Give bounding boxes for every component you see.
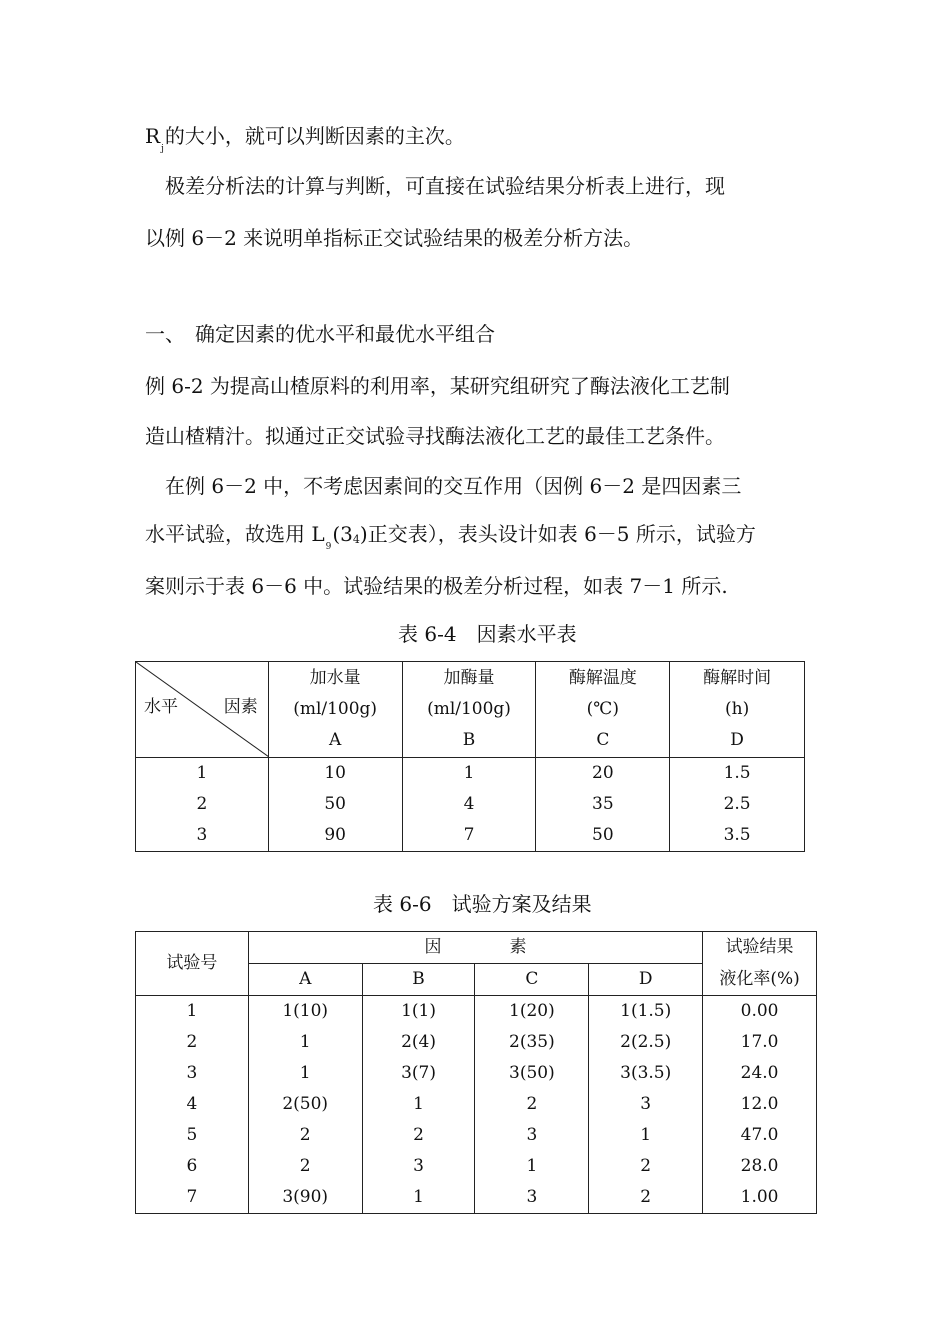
table-cell: 1(20) <box>475 996 589 1028</box>
corner-factor-label: 因素 <box>223 697 258 717</box>
r-subscript: j <box>161 144 164 154</box>
table-cell: 12.0 <box>703 1089 817 1120</box>
table-cell: 5 <box>136 1120 249 1151</box>
factor-code-a: A <box>248 964 362 996</box>
table-cell: 1 <box>362 1182 475 1214</box>
header-code: D <box>730 730 744 750</box>
table-cell: 2(35) <box>475 1027 589 1058</box>
table-cell: 3 <box>475 1120 589 1151</box>
paragraph-line-2: 极差分析法的计算与判断，可直接在试验结果分析表上进行，现 <box>145 174 725 198</box>
table1-caption: 表 6-4 因素水平表 <box>398 622 577 646</box>
header-name: 酶解温度 <box>568 668 637 688</box>
header-unit: (ml/100g) <box>427 699 511 719</box>
table-cell: 6 <box>136 1151 249 1182</box>
table-cell: 2(4) <box>362 1027 475 1058</box>
table2-header-row <box>136 932 817 964</box>
table-cell: 28.0 <box>703 1151 817 1182</box>
paragraph-line-9: 案则示于表 6－6 中。试验结果的极差分析过程，如表 7－1 所示. <box>145 574 728 598</box>
table-cell: 10 <box>268 758 402 790</box>
table-cell: 1 <box>136 758 269 790</box>
table-row <box>136 1151 817 1182</box>
section-heading: 一、 确定因素的优水平和最优水平组合 <box>145 322 495 346</box>
table-row <box>136 1058 817 1089</box>
table-cell: 2 <box>589 1182 703 1214</box>
line-8-text-c: )正交表），表头设计如表 6－5 所示，试验方 <box>359 522 756 546</box>
table-cell: 1 <box>136 996 249 1028</box>
corner-level-label: 水平 <box>144 697 178 717</box>
header-name: 酶解时间 <box>703 668 772 688</box>
table-cell: 2(2.5) <box>589 1027 703 1058</box>
paragraph-line-5: 例 6-2 为提高山楂原料的利用率，某研究组研究了酶法液化工艺制 <box>145 374 730 398</box>
table-cell: 3 <box>589 1089 703 1120</box>
table-cell: 2 <box>362 1120 475 1151</box>
table1-header-c <box>536 662 670 758</box>
factors-header: 因 素 <box>248 932 702 964</box>
table-cell: 2 <box>136 789 269 820</box>
factor-code-d: D <box>589 964 703 996</box>
paragraph-line-6: 造山楂精汁。拟通过正交试验寻找酶法液化工艺的最佳工艺条件。 <box>145 424 725 448</box>
line-1-text: 的大小，就可以判断因素的主次。 <box>164 124 465 148</box>
table-row <box>136 1027 817 1058</box>
table-cell: 3.5 <box>670 820 805 852</box>
table-cell: 1.00 <box>703 1182 817 1214</box>
table-cell: 0.00 <box>703 996 817 1028</box>
paragraph-line-8 <box>145 522 756 551</box>
table-cell: 1 <box>248 1027 362 1058</box>
header-name: 加酶量 <box>443 668 495 688</box>
table-cell: 1 <box>475 1151 589 1182</box>
factor-level-table <box>135 661 805 852</box>
table-cell: 3(50) <box>475 1058 589 1089</box>
table-row <box>136 820 805 852</box>
header-unit: (h) <box>724 699 750 719</box>
header-unit: (℃) <box>586 699 619 719</box>
power-superscript: 4 <box>352 533 360 546</box>
table-cell: 1 <box>402 758 536 790</box>
table1-header-b <box>402 662 536 758</box>
table-cell: 2 <box>475 1089 589 1120</box>
table-row <box>136 1182 817 1214</box>
table-cell: 2 <box>248 1120 362 1151</box>
factor-code-b: B <box>362 964 475 996</box>
table-cell: 1 <box>248 1058 362 1089</box>
table-cell: 1(1) <box>362 996 475 1028</box>
r-symbol: R <box>145 124 161 148</box>
table-cell: 2 <box>248 1151 362 1182</box>
result-header-line-2: 液化率(%) <box>703 964 817 996</box>
table-row <box>136 758 805 790</box>
table-cell: 90 <box>268 820 402 852</box>
table1-header-row <box>136 662 805 758</box>
table-cell: 1 <box>362 1089 475 1120</box>
table2-caption: 表 6-6 试验方案及结果 <box>373 892 592 916</box>
header-unit: (ml/100g) <box>293 699 378 719</box>
table1-header-a <box>268 662 402 758</box>
table-cell: 50 <box>268 789 402 820</box>
table-cell: 2 <box>136 1027 249 1058</box>
table-row <box>136 996 817 1028</box>
table-cell: 1 <box>589 1120 703 1151</box>
table-row <box>136 1120 817 1151</box>
table-cell: 2 <box>589 1151 703 1182</box>
table-cell: 7 <box>402 820 536 852</box>
line-8-text-b: (3 <box>332 522 353 546</box>
table-row <box>136 1089 817 1120</box>
header-name: 加水量 <box>309 668 361 688</box>
paragraph-line-1 <box>145 124 465 153</box>
table-cell: 20 <box>536 758 670 790</box>
table-cell: 17.0 <box>703 1027 817 1058</box>
table-cell: 3 <box>475 1182 589 1214</box>
table1-corner-cell <box>136 662 269 758</box>
table-cell: 3 <box>136 820 269 852</box>
paragraph-line-7: 在例 6－2 中，不考虑因素间的交互作用（因例 6－2 是四因素三 <box>145 474 742 498</box>
table-cell: 3 <box>362 1151 475 1182</box>
table-cell: 3 <box>136 1058 249 1089</box>
table-cell: 1(10) <box>248 996 362 1028</box>
table-cell: 24.0 <box>703 1058 817 1089</box>
table-cell: 2.5 <box>670 789 805 820</box>
table1-header-d <box>670 662 805 758</box>
table-cell: 4 <box>136 1089 249 1120</box>
table-cell: 2(50) <box>248 1089 362 1120</box>
table-cell: 3(7) <box>362 1058 475 1089</box>
result-header-line-1: 试验结果 <box>703 932 817 964</box>
table-cell: 3(90) <box>248 1182 362 1214</box>
header-code: C <box>596 730 610 750</box>
trial-scheme-table <box>135 931 817 1214</box>
table-cell: 50 <box>536 820 670 852</box>
l-subscript: 9 <box>325 542 332 552</box>
table-cell: 47.0 <box>703 1120 817 1151</box>
table-cell: 1.5 <box>670 758 805 790</box>
table-cell: 35 <box>536 789 670 820</box>
header-code: B <box>462 730 476 750</box>
factor-code-c: C <box>475 964 589 996</box>
trial-number-header: 试验号 <box>136 932 249 996</box>
table-cell: 1(1.5) <box>589 996 703 1028</box>
table-cell: 4 <box>402 789 536 820</box>
line-8-text-a: 水平试验，故选用 L <box>145 522 325 546</box>
table-cell: 7 <box>136 1182 249 1214</box>
paragraph-line-3: 以例 6－2 来说明单指标正交试验结果的极差分析方法。 <box>145 226 644 250</box>
table-row <box>136 789 805 820</box>
table-cell: 3(3.5) <box>589 1058 703 1089</box>
header-code: A <box>329 730 342 750</box>
